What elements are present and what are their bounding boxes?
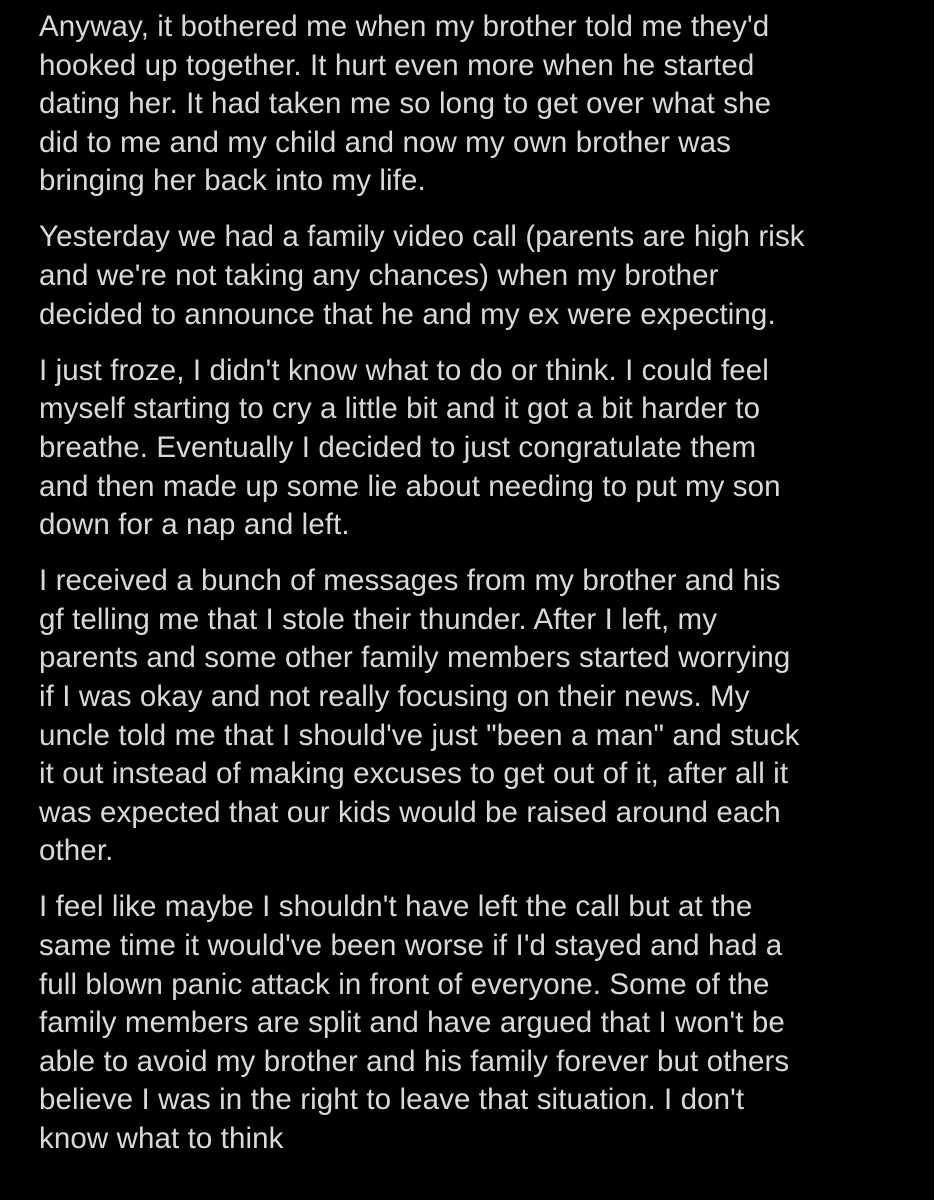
text-line: I feel like maybe I shouldn't have left the call but at the (39, 890, 753, 924)
text-line: able to avoid my brother and his family forever but others (39, 1044, 790, 1078)
text-line: gf telling me that I stole their thunder. After I left, my (39, 602, 718, 636)
text-line: uncle told me that I should've just "been a man" and stuck (39, 718, 800, 752)
text-line: full blown panic attack in front of everyone. Some of the (39, 967, 770, 1001)
text-line: myself starting to cry a little bit and it got a bit harder to (39, 392, 761, 426)
text-line: I just froze, I didn't know what to do or think. I could feel (39, 353, 769, 387)
text-line: know what to think (39, 1122, 284, 1156)
text-line: did to me and my child and now my own brother was (39, 125, 731, 159)
text-line: and we're not taking any chances) when my brother (39, 259, 719, 293)
text-line: family members are split and have argued that I won't be (39, 1006, 785, 1040)
paragraph-4 (39, 562, 904, 871)
paragraph-3 (39, 352, 904, 545)
text-line: breathe. Eventually I decided to just congratulate them (39, 430, 757, 464)
text-line: if I was okay and not really focusing on their news. My (39, 680, 750, 713)
text-line: and then made up some lie about needing to put my son (39, 469, 781, 503)
text-line: hooked up together. It hurt even more when he started (39, 48, 755, 82)
text-line: other. (39, 834, 114, 868)
text-line: same time it would've been worse if I'd stayed and had a (39, 929, 783, 963)
text-line: Yesterday we had a family video call (parents are high risk (39, 220, 805, 254)
text-line: it out instead of making excuses to get out of it, after all it (39, 757, 789, 791)
text-line: bringing her back into my life. (39, 164, 426, 198)
text-line: down for a nap and left. (39, 508, 350, 542)
paragraph-5 (39, 888, 904, 1158)
text-line: parents and some other family members started worrying (39, 641, 791, 675)
text-line: believe I was in the right to leave that situation. I don't (39, 1083, 745, 1117)
text-line: dating her. It had taken me so long to get over what she (39, 87, 772, 121)
text-line: I received a bunch of messages from my brother and his (39, 564, 781, 598)
paragraph-2 (39, 218, 904, 334)
paragraph-1 (39, 8, 904, 201)
text-line: was expected that our kids would be raised around each (39, 795, 781, 829)
text-line: Anyway, it bothered me when my brother told me they'd (39, 10, 770, 43)
text-line: decided to announce that he and my ex were expecting. (39, 297, 776, 331)
